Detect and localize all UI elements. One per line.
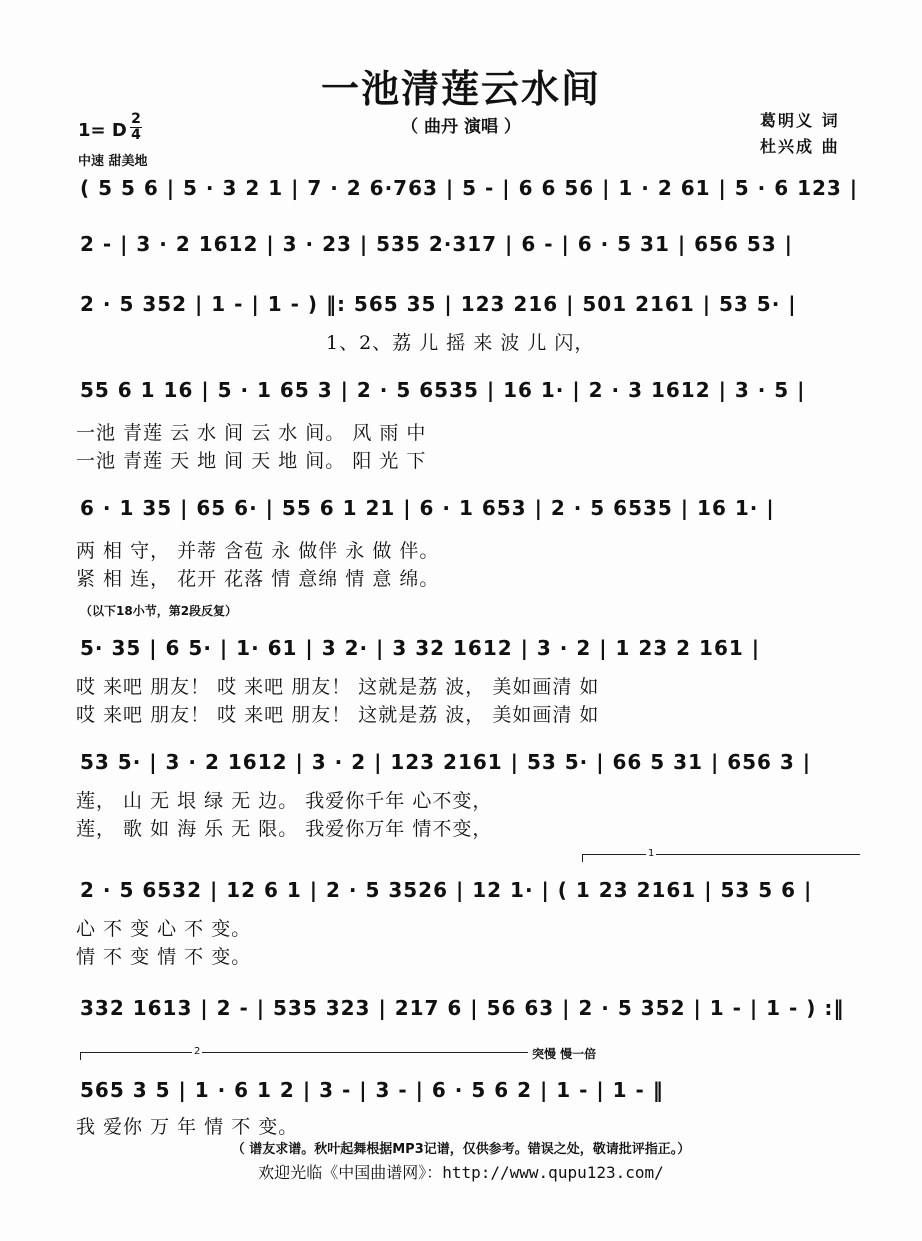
lyric-line-4-2: 一池 青莲 天 地 间 天 地 间。 阳 光 下 [76,450,427,472]
lyricist-credit: 葛明义 词 [760,111,840,130]
lyric-line-5-1: 两 相 守， 并蒂 含苞 永 做伴 永 做 伴。 [76,540,440,562]
composer-credit: 杜兴成 曲 [760,137,840,156]
volta-2-label: 2 [194,1046,201,1057]
performer-credit: （ 曲丹 演唱 ） [401,117,521,137]
notation-line-10: 565 3 5 | 1 · 6 1 2 | 3 - | 3 - | 6 · 5 6 2 | 1 - | 1 - ‖ [80,1078,664,1102]
lyric-line-4-1: 一池 青莲 云 水 间 云 水 间。 风 雨 中 [76,422,427,444]
lyric-line-7-1: 莲， 山 无 垠 绿 无 边。 我爱你千年 心不变， [76,790,493,812]
notation-line-8: 2 · 5 6532 | 12 6 1 | 2 · 5 3526 | 12 1· | ( 1 23 2161 | 53 5 6 | [80,878,813,902]
notation-line-1: ( 5 5 6 | 5 · 3 2 1 | 7 · 2 6·763 | 5 - | 6 6 56 | 1 · 2 61 | 5 · 6 123 | [80,176,859,200]
volta-2-bracket [80,1052,528,1053]
lyric-line-6-1: 哎 来吧 朋友！ 哎 来吧 朋友！ 这就是荔 波， 美如画清 如 [76,676,600,698]
lyric-line-6-2: 哎 来吧 朋友！ 哎 来吧 朋友！ 这就是荔 波， 美如画清 如 [76,704,600,726]
notation-line-9: 332 1613 | 2 - | 535 323 | 217 6 | 56 63 | 2 · 5 352 | 1 - | 1 - ) :‖ [80,996,845,1020]
song-title: 一池清莲云水间 [320,67,601,111]
notation-line-6: 5· 35 | 6 5· | 1· 61 | 3 2· | 3 32 1612 | 3 · 2 | 1 23 2 161 | [80,636,761,660]
tempo-change: 突慢 慢一倍 [532,1047,597,1061]
lyric-line-8-2: 情 不 变 情 不 变。 [76,946,252,968]
lyric-line-3-1: 1、2、荔 儿 摇 来 波 儿 闪， [326,332,595,354]
site-credit: 欢迎光临《中国曲谱网》：http://www.qupu123.com/ [258,1163,664,1182]
lyric-line-10-1: 我 爱你 万 年 情 不 变。 [76,1116,299,1138]
notation-line-7: 53 5· | 3 · 2 1612 | 3 · 2 | 123 2161 | 53 5· | 66 5 31 | 656 3 | [80,750,812,774]
time-signature-bottom: 4 [131,127,141,143]
time-signature [130,112,142,143]
notation-line-2: 2 - | 3 · 2 1612 | 3 · 23 | 535 2·317 | 6 - | 6 · 5 31 | 656 53 | [80,232,793,256]
volta-2-tick [80,1052,81,1060]
tempo-marking: 中速 甜美地 [78,154,148,169]
key-signature: 1= D [78,120,127,141]
transcription-note: （ 谱友求谱。秋叶起舞根据MP3记谱，仅供参考。错误之处，敬请批评指正。） [231,1142,691,1157]
notation-line-4: 55 6 1 16 | 5 · 1 65 3 | 2 · 5 6535 | 16 1· | 2 · 3 1612 | 3 · 5 | [80,378,806,402]
time-signature-top: 2 [131,111,141,127]
volta-1-bracket [582,854,860,855]
notation-line-3: 2 · 5 352 | 1 - | 1 - ) ‖: 565 35 | 123 216 | 501 2161 | 53 5· | [80,292,797,316]
repeat-note: （以下18小节，第2段反复） [80,604,238,618]
lyric-line-7-2: 莲， 歌 如 海 乐 无 限。 我爱你万年 情不变， [76,818,493,840]
notation-line-5: 6 · 1 35 | 65 6· | 55 6 1 21 | 6 · 1 653 | 2 · 5 6535 | 16 1· | [80,496,775,520]
lyric-line-8-1: 心 不 变 心 不 变。 [76,918,252,940]
lyric-line-5-2: 紧 相 连， 花开 花落 情 意绵 情 意 绵。 [76,568,440,590]
volta-1-tick [582,854,583,862]
volta-1-label: 1 [648,848,655,859]
